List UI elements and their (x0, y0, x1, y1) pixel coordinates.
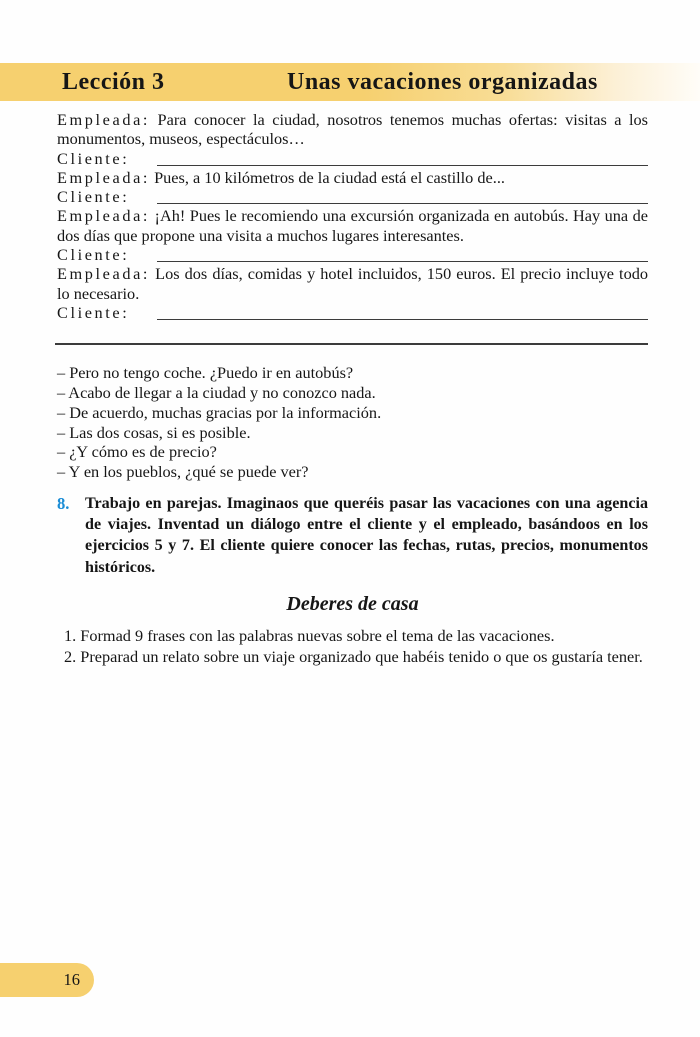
speaker-label-cliente: Cliente: (57, 187, 130, 207)
response-line: – ¿Y cómo es de precio? (57, 442, 217, 462)
lesson-header-band (0, 63, 700, 101)
answer-blank-line (157, 203, 648, 204)
dialogue-line-empleada (57, 110, 648, 149)
speaker-label-empleada: Empleada: (57, 264, 151, 284)
answer-blank-line (157, 261, 648, 262)
dialogue-line-cliente (57, 149, 648, 168)
exercise-number: 8. (57, 494, 70, 514)
dialogue-text: ¡Ah! Pues le recomiendo una excursión organizada en autobús. Hay una de dos días que propone una visita a muchos lugares interesantes. (57, 206, 648, 245)
response-line: – De acuerdo, muchas gracias por la información. (57, 402, 382, 422)
homework-section (40, 625, 658, 667)
page-content (57, 110, 648, 667)
section-divider-rule (55, 343, 648, 345)
response-line: – Y en los pueblos, ¿qué se puede ver? (57, 462, 309, 482)
homework-item-text: Preparad un relato sobre un viaje organizado que habéis tenido o que os gustaría tener. (80, 646, 643, 666)
speaker-label-cliente: Cliente: (57, 245, 130, 265)
answer-blank-line (157, 319, 648, 320)
answer-blank-line (157, 165, 648, 166)
speaker-label-cliente: Cliente: (57, 148, 130, 168)
dialogue-line-empleada (57, 264, 648, 303)
page-number-pill (0, 963, 94, 997)
exercise-8 (57, 493, 648, 578)
dialogue-line-empleada (57, 206, 648, 245)
speaker-label-empleada: Empleada: (57, 167, 151, 187)
homework-item-number: 2. (64, 646, 77, 666)
dialogue-text: Para conocer la ciudad, nosotros tenemos muchas ofertas: visitas a los monumentos, museos, espectáculos… (57, 110, 648, 149)
response-line: – Las dos cosas, si es posible. (57, 422, 251, 442)
speaker-label-cliente: Cliente: (57, 302, 130, 322)
speaker-label-empleada: Empleada: (57, 110, 151, 129)
dialogue-line-cliente (57, 245, 648, 264)
dialogue-line-cliente (57, 303, 648, 322)
lesson-number: Lección 3 (62, 68, 165, 95)
dialogue-line-empleada (57, 168, 648, 187)
homework-heading: Deberes de casa (286, 592, 419, 615)
page-number: 16 (63, 970, 80, 989)
lesson-title: Unas vacaciones organizadas (287, 68, 598, 95)
exercise-instructions: Trabajo en parejas. Imaginaos que queréis pasar las vacaciones con una agencia de viajes. Inventad un diálogo entre el cliente y el empleado, basándoos en los ejercicios 5 y 7. El cliente quiere conocer las fechas, rutas, precios, monumentos históricos. (85, 495, 648, 576)
homework-item-number: 1. (64, 625, 77, 645)
dialogue-text: Pues, a 10 kilómetros de la ciudad está el castillo de... (154, 167, 505, 187)
homework-item-text: Formad 9 frases con las palabras nuevas sobre el tema de las vacaciones. (80, 625, 555, 645)
speaker-label-empleada: Empleada: (57, 206, 151, 226)
response-line: – Acabo de llegar a la ciudad y no conozco nada. (57, 383, 376, 403)
scrambled-responses-list (57, 363, 648, 482)
homework-item (40, 646, 658, 667)
homework-item (40, 625, 658, 646)
response-line: – Pero no tengo coche. ¿Puedo ir en autobús? (57, 363, 354, 383)
dialogue-text: Los dos días, comidas y hotel incluidos, 150 euros. El precio incluye todo lo necesario. (57, 264, 648, 303)
dialogue-section (57, 110, 648, 322)
dialogue-line-cliente (57, 187, 648, 206)
